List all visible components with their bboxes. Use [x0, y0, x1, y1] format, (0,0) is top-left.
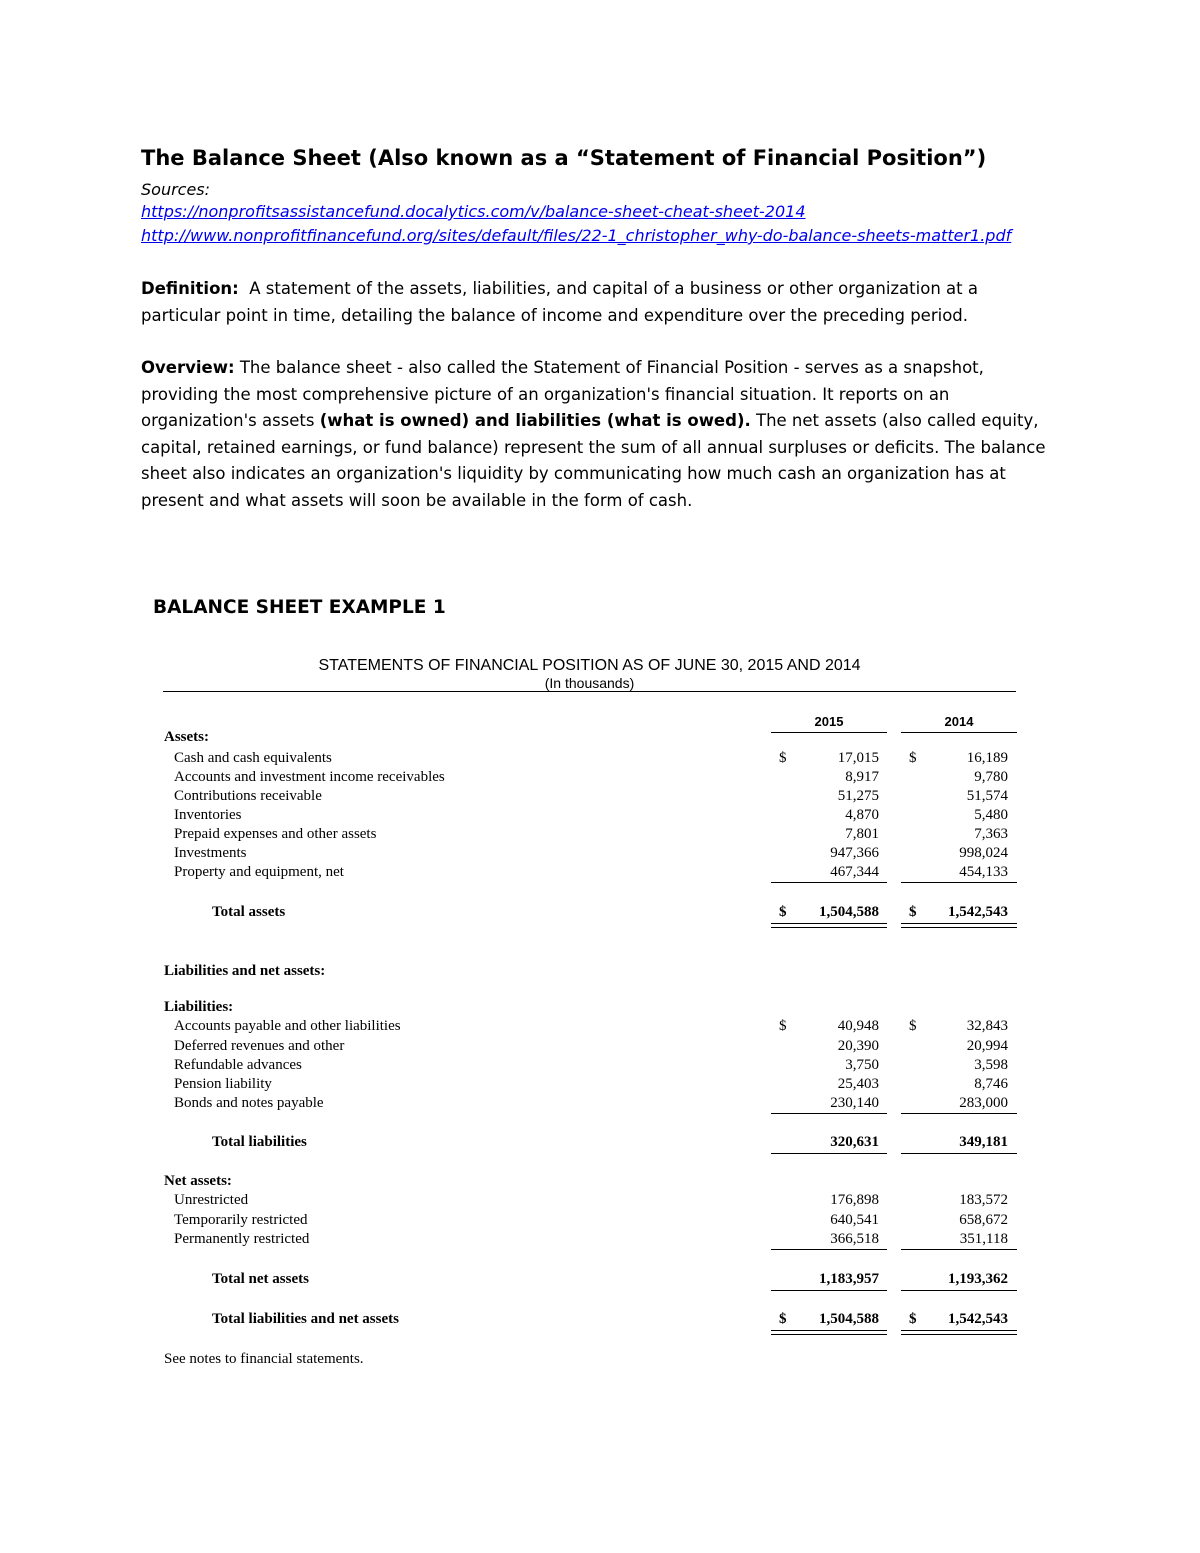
overview-text-a: The balance sheet - also called the Statement of Financial Position - serves as a snapshot, providing the most comprehensive picture of an organization's financial situation. It reports on an organization's assets: [141, 358, 984, 430]
subtotal-rule: [771, 1153, 887, 1154]
table-row: [0, 826, 1200, 845]
value-2015: 7,801: [845, 826, 879, 842]
currency-symbol: $: [909, 750, 917, 766]
statement-subtitle: (In thousands): [544, 675, 635, 691]
table-row: [0, 769, 1200, 788]
subtotal-rule: [901, 1153, 1017, 1154]
table-row: [0, 1038, 1200, 1057]
table-row: [0, 845, 1200, 864]
row-label: Inventories: [174, 807, 242, 823]
row-label: Deferred revenues and other: [174, 1038, 345, 1054]
row-label: Accounts payable and other liabilities: [174, 1018, 401, 1034]
assets-header-row: [0, 729, 1200, 748]
value-2014: 283,000: [959, 1095, 1008, 1111]
overview-paragraph: [141, 355, 1061, 514]
row-label: Prepaid expenses and other assets: [174, 826, 377, 842]
subtotal-rule: [901, 1290, 1017, 1291]
subtotal-rule: [901, 1113, 1017, 1114]
currency-symbol: $: [779, 904, 787, 920]
table-row: [0, 1231, 1200, 1250]
value-2014: 183,572: [959, 1192, 1008, 1208]
value-2014: 351,118: [959, 1231, 1008, 1247]
example-heading: BALANCE SHEET EXAMPLE 1: [153, 597, 446, 618]
row-label: Cash and cash equivalents: [174, 750, 332, 766]
statement-rule: [163, 691, 1016, 692]
liabilities-header-row: [0, 999, 1200, 1018]
subtotal-rule: [901, 1249, 1017, 1250]
value-2015: 947,366: [830, 845, 879, 861]
subtotal-rule: [771, 1113, 887, 1114]
value-2015: 320,631: [830, 1134, 879, 1150]
value-2015: 230,140: [830, 1095, 879, 1111]
currency-symbol: $: [779, 750, 787, 766]
subtotal-rule: [771, 882, 887, 883]
value-2015: 20,390: [837, 1038, 879, 1054]
value-2014: 51,574: [966, 788, 1008, 804]
value-2014: 3,598: [974, 1057, 1008, 1073]
subtotal-rule: [771, 1290, 887, 1291]
value-2014: 16,189: [966, 750, 1008, 766]
assets-header: Assets:: [164, 729, 209, 745]
row-label: Temporarily restricted: [174, 1212, 308, 1228]
source-link-1[interactable]: https://nonprofitsassistancefund.docalytics.com/v/balance-sheet-cheat-sheet-2014: [141, 202, 806, 221]
value-2014: 9,780: [974, 769, 1008, 785]
definition-text: A statement of the assets, liabilities, and capital of a business or other organization at a particular point in time, detailing the balance of income and expenditure over the preceding period.: [141, 279, 978, 325]
currency-symbol: $: [779, 1018, 787, 1034]
value-2014: 658,672: [959, 1212, 1008, 1228]
definition-label: Definition:: [141, 279, 239, 298]
value-2015: 3,750: [845, 1057, 879, 1073]
table-row: [0, 1212, 1200, 1231]
overview-label: Overview:: [141, 358, 235, 377]
value-2015: 467,344: [830, 864, 879, 880]
value-2014: 5,480: [974, 807, 1008, 823]
liab-net-header: Liabilities and net assets:: [164, 963, 326, 979]
table-row: [0, 1057, 1200, 1076]
row-label: Permanently restricted: [174, 1231, 310, 1247]
overview-text-b: The net assets (also called equity, capital, retained earnings, or fund balance) represent the sum of all annual surpluses or deficits. The balance sheet also indicates an organization's liquidity by communicating how much cash an organization has at present and what assets will soon be available in the form of cash.: [141, 411, 1046, 510]
value-2015: 1,504,588: [819, 904, 879, 920]
value-2015: 25,403: [837, 1076, 879, 1092]
source-link-2[interactable]: http://www.nonprofitfinancefund.org/sites/default/files/22-1_christopher_why-do-balance-sheets-matter1.pdf: [141, 226, 1012, 245]
page-title: The Balance Sheet (Also known as a “Statement of Financial Position”): [141, 146, 987, 170]
liabilities-header: Liabilities:: [164, 999, 234, 1015]
column-header-2014: 2014: [901, 714, 1017, 733]
currency-symbol: $: [779, 1311, 787, 1327]
table-row: [0, 1095, 1200, 1114]
total-liab-net-row: [0, 1311, 1200, 1330]
value-2015: 4,870: [845, 807, 879, 823]
table-row: [0, 750, 1200, 769]
value-2015: 51,275: [837, 788, 879, 804]
net-assets-header-row: [0, 1173, 1200, 1192]
double-rule: [771, 1330, 887, 1335]
row-label: Accounts and investment income receivables: [174, 769, 445, 785]
row-label: Bonds and notes payable: [174, 1095, 324, 1111]
table-row: [0, 864, 1200, 883]
sources-label: Sources:: [141, 180, 211, 199]
value-2014: 998,024: [959, 845, 1008, 861]
value-2015: 640,541: [830, 1212, 879, 1228]
currency-symbol: $: [909, 1018, 917, 1034]
definition-paragraph: [141, 276, 1061, 329]
subtotal-rule: [771, 1249, 887, 1250]
table-row: [0, 788, 1200, 807]
value-2014: 1,193,362: [948, 1271, 1008, 1287]
footnote: See notes to financial statements.: [164, 1351, 364, 1367]
row-label: Total liabilities: [212, 1134, 307, 1150]
value-2014: 20,994: [966, 1038, 1008, 1054]
value-2015: 1,183,957: [819, 1271, 879, 1287]
table-row: [0, 807, 1200, 826]
double-rule: [771, 923, 887, 928]
row-label: Total liabilities and net assets: [212, 1311, 399, 1327]
row-label: Total assets: [212, 904, 286, 920]
value-2015: 8,917: [845, 769, 879, 785]
value-2014: 32,843: [966, 1018, 1008, 1034]
row-label: Investments: [174, 845, 247, 861]
value-2014: 454,133: [959, 864, 1008, 880]
value-2015: 17,015: [837, 750, 879, 766]
table-row: [0, 1018, 1200, 1037]
row-label: Contributions receivable: [174, 788, 322, 804]
double-rule: [901, 923, 1017, 928]
value-2015: 1,504,588: [819, 1311, 879, 1327]
value-2015: 40,948: [837, 1018, 879, 1034]
subtotal-rule: [901, 882, 1017, 883]
value-2014: 7,363: [974, 826, 1008, 842]
value-2015: 366,518: [830, 1231, 879, 1247]
value-2015: 176,898: [830, 1192, 879, 1208]
table-row: [0, 1192, 1200, 1211]
statement-title: STATEMENTS OF FINANCIAL POSITION AS OF JUNE 30, 2015 AND 2014: [318, 657, 861, 674]
row-label: Property and equipment, net: [174, 864, 344, 880]
value-2014: 1,542,543: [948, 1311, 1008, 1327]
row-label: Pension liability: [174, 1076, 272, 1092]
currency-symbol: $: [909, 904, 917, 920]
overview-bold: (what is owned) and liabilities (what is owed).: [319, 411, 751, 430]
value-2014: 8,746: [974, 1076, 1008, 1092]
column-header-2015: 2015: [771, 714, 887, 733]
net-assets-header: Net assets:: [164, 1173, 232, 1189]
row-label: Unrestricted: [174, 1192, 249, 1208]
currency-symbol: $: [909, 1311, 917, 1327]
value-2014: 349,181: [959, 1134, 1008, 1150]
total-liabilities-row: [0, 1134, 1200, 1153]
value-2014: 1,542,543: [948, 904, 1008, 920]
double-rule: [901, 1330, 1017, 1335]
table-row: [0, 1076, 1200, 1095]
total-assets-row: [0, 904, 1200, 923]
row-label: Total net assets: [212, 1271, 309, 1287]
total-net-assets-row: [0, 1271, 1200, 1290]
row-label: Refundable advances: [174, 1057, 302, 1073]
liab-net-header-row: [0, 963, 1200, 982]
